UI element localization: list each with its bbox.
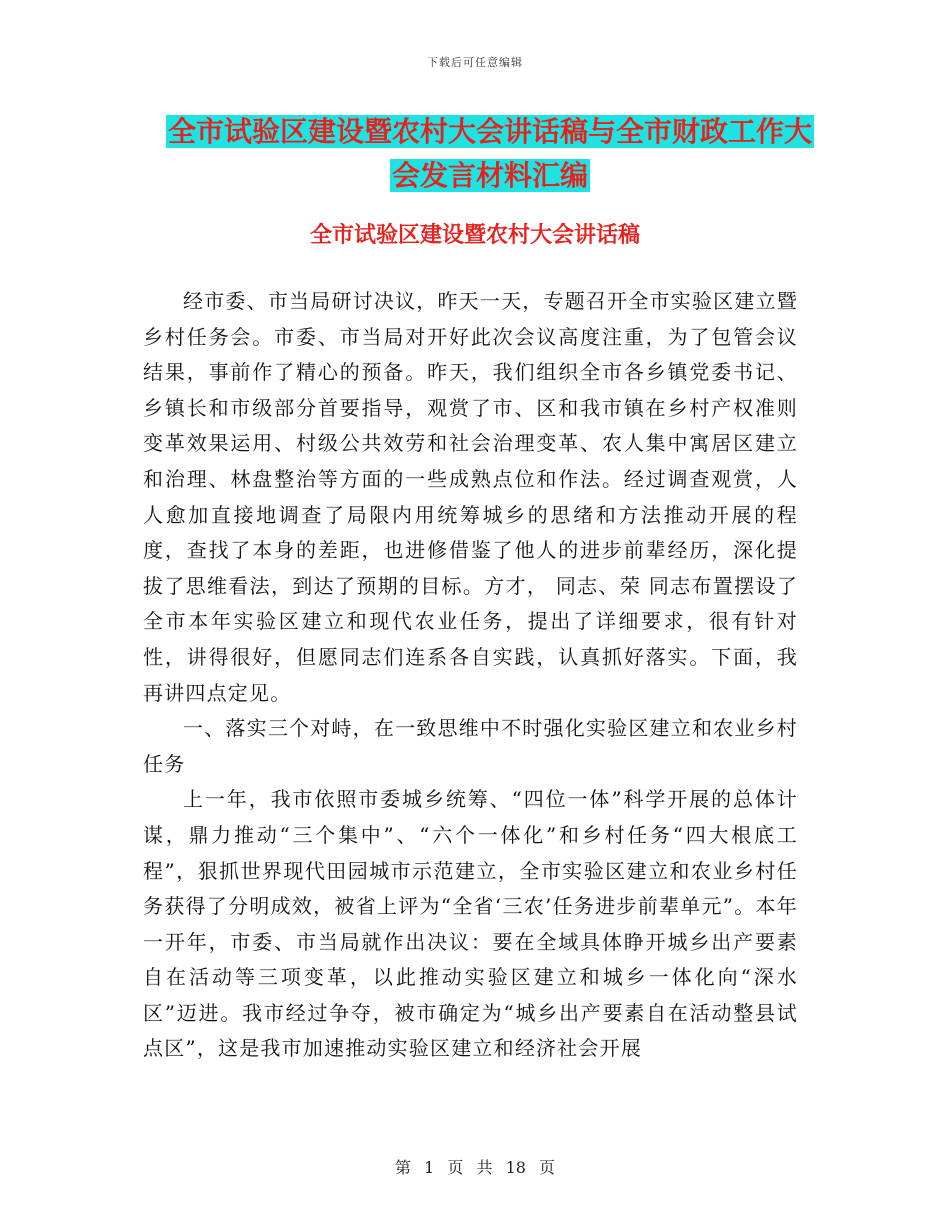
main-title-line-1: 全市试验区建设暨农村大会讲话稿与全市财政工作大 [167,115,812,148]
header-note: 下载后可任意编辑 [427,56,523,69]
main-title-line-2: 会发言材料汇编 [391,159,588,192]
section-title: 全市试验区建设暨农村大会讲话稿 [309,223,640,248]
page-footer [0,1155,950,1178]
paragraph: 经市委、市当局研讨决议，昨天一天，专题召开全市实验区建立暨乡村任务会。市委、市当局对开好此次会议高度注重，为了包管会议结果，事前作了精心的预备。昨天，我们组织全市各乡镇党委书记、乡镇长和市级部分首要指导，观赏了市、区和我市镇在乡村产权准则变革效果运用、村级公共效劳和社会治理变革、农人集中寓居区建立和治理、林盘整治等方面的一些成熟点位和作法。经过调查观赏，人人愈加直接地调查了局限内用统筹城乡的思绪和方法推动开展的程度，查找了本身的差距，也进修借鉴了他人的进步前辈经历，深化提拔了思维看法，到达了预期的目标。方才， 同志、荣 同志布置摆设了全市本年实验区建立和现代农业任务，提出了详细要求，很有针对性，讲得很好，但愿同志们连系各自实践，认真抓好落实。下面，我再讲四点定见。 [143,289,798,705]
footer-page-word: 页 [447,1158,464,1177]
footer-prefix: 第 [394,1158,411,1177]
current-page-number: 1 [424,1158,435,1177]
footer-total-word: 共 [476,1158,493,1177]
footer-suffix: 页 [539,1158,556,1177]
paragraph: 上一年，我市依照市委城乡统筹、“四位一体”科学开展的总体计谋，鼎力推动“三个集中”、“六个一体化”和乡村任务“四大根底工程”，狠抓世界现代田园城市示范建立，全市实验区建立和农业乡村任务获得了分明成效，被省上评为“全省‘三农’任务进步前辈单元”。本年一开年，市委、市当局就作出决议：要在全域具体睁开城乡出产要素自在活动等三项变革，以此推动实验区建立和城乡一体化向“深水区”迈进。我市经过争夺，被市确定为“城乡出产要素自在活动整县试点区”，这是我市加速推动实验区建立和经济社会开展 [143,787,798,1061]
paragraph-heading: 一、落实三个对峙，在一致思维中不时强化实验区建立和农业乡村任务 [143,716,798,776]
total-page-count: 18 [505,1158,526,1177]
main-title [150,110,830,198]
body-text [143,284,798,1067]
